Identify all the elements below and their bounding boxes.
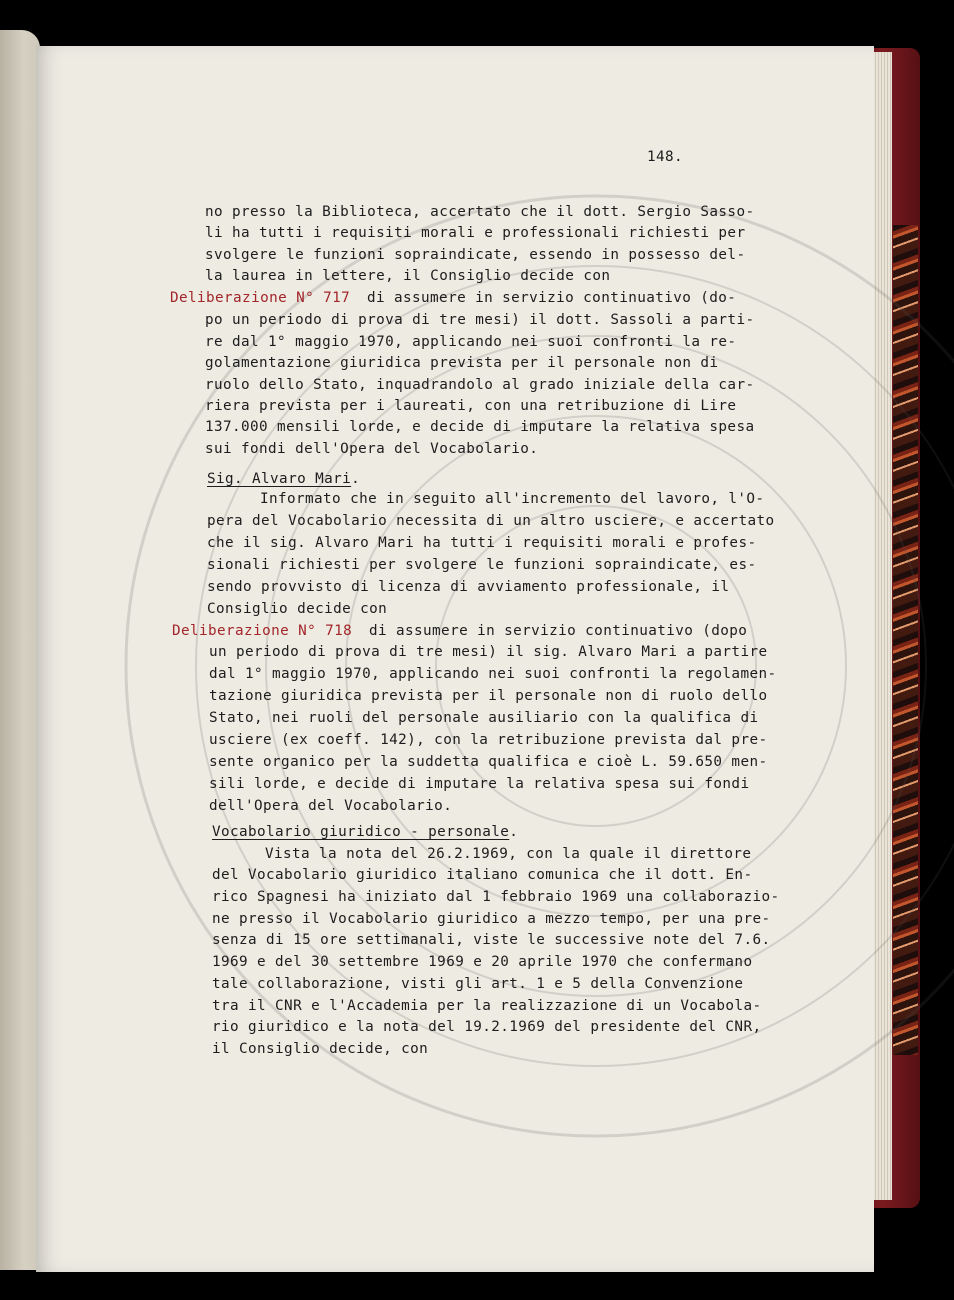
text-line: la laurea in lettere, il Consiglio decide con [205, 268, 611, 284]
text-line: tra il CNR e l'Accademia per la realizzazione di un Vocabola- [212, 998, 762, 1014]
text-line: che il sig. Alvaro Mari ha tutti i requisiti morali e profes- [207, 535, 757, 551]
text-line: ne presso il Vocabolario giuridico a mezzo tempo, per una pre- [212, 911, 771, 927]
text-line: svolgere le funzioni sopraindicate, essendo in possesso del- [205, 247, 746, 263]
text-line: 137.000 mensili lorde, e decide di imputare la relativa spesa [205, 419, 755, 435]
text-line: senza di 15 ore settimanali, viste le successive note del 7.6. [212, 932, 771, 948]
text-line: no presso la Biblioteca, accertato che il dott. Sergio Sasso- [205, 204, 755, 220]
text-line: il Consiglio decide, con [212, 1041, 429, 1057]
text-line: di assumere in servizio continuativo (dopo [369, 623, 748, 639]
text-line: sendo provvisto di licenza di avviamento professionale, il [207, 579, 730, 595]
text-line: golamentazione giuridica prevista per il personale non di [205, 355, 719, 371]
text-line: pera del Vocabolario necessita di un altro usciere, e accertato [207, 513, 775, 529]
facing-page-edge [0, 30, 40, 1270]
text-line: Stato, nei ruoli del personale ausiliario con la qualifica di [209, 710, 759, 726]
text-line: riera prevista per i laureati, con una retribuzione di Lire [205, 398, 737, 414]
text-line: tale collaborazione, visti gli art. 1 e 5 della Convenzione [212, 976, 744, 992]
text-line: ruolo dello Stato, inquadrandolo al grado iniziale della car- [205, 377, 755, 393]
resolution-label-717: Deliberazione N° 717 [170, 290, 351, 306]
text-line: del Vocabolario giuridico italiano comunica che il dott. En- [212, 867, 753, 883]
text-line: sionali richiesti per svolgere le funzioni sopraindicate, es- [207, 557, 757, 573]
marbled-edge [893, 225, 918, 1055]
text-line: 1969 e del 30 settembre 1969 e 20 aprile 1970 che confermano [212, 954, 753, 970]
section-heading-vocabolario: Vocabolario giuridico - personale. [212, 824, 519, 840]
text-line: sili lorde, e decide di imputare la relativa spesa sui fondi [209, 776, 750, 792]
text-line: di assumere in servizio continuativo (do- [367, 290, 737, 306]
text-line: dell'Opera del Vocabolario. [209, 798, 453, 814]
text-line: sente organico per la suddetta qualifica e cioè L. 59.650 men- [209, 754, 768, 770]
text-line: Informato che in seguito all'incremento del lavoro, l'O- [260, 491, 765, 507]
page-number: 148. [647, 149, 684, 165]
text-line: un periodo di prova di tre mesi) il sig. Alvaro Mari a partire [209, 644, 768, 660]
text-line: sui fondi dell'Opera del Vocabolario. [205, 441, 539, 457]
text-line: tazione giuridica prevista per il personale non di ruolo dello [209, 688, 768, 704]
text-line: li ha tutti i requisiti morali e professionali richiesti per [205, 225, 746, 241]
text-line: po un periodo di prova di tre mesi) il dott. Sassoli a parti- [205, 312, 755, 328]
section-heading-mari: Sig. Alvaro Mari. [207, 471, 361, 487]
text-line: rio giuridico e la nota del 19.2.1969 del presidente del CNR, [212, 1019, 762, 1035]
text-line: re dal 1° maggio 1970, applicando nei suoi confronti la re- [205, 334, 737, 350]
text-line: rico Spagnesi ha iniziato dal 1 febbraio 1969 una collaborazio- [212, 889, 780, 905]
resolution-label-718: Deliberazione N° 718 [172, 623, 353, 639]
text-line: Consiglio decide con [207, 601, 388, 617]
text-line: dal 1° maggio 1970, applicando nei suoi confronti la regolamen- [209, 666, 777, 682]
text-line: Vista la nota del 26.2.1969, con la quale il direttore [265, 846, 752, 862]
text-line: usciere (ex coeff. 142), con la retribuzione prevista dal pre- [209, 732, 768, 748]
